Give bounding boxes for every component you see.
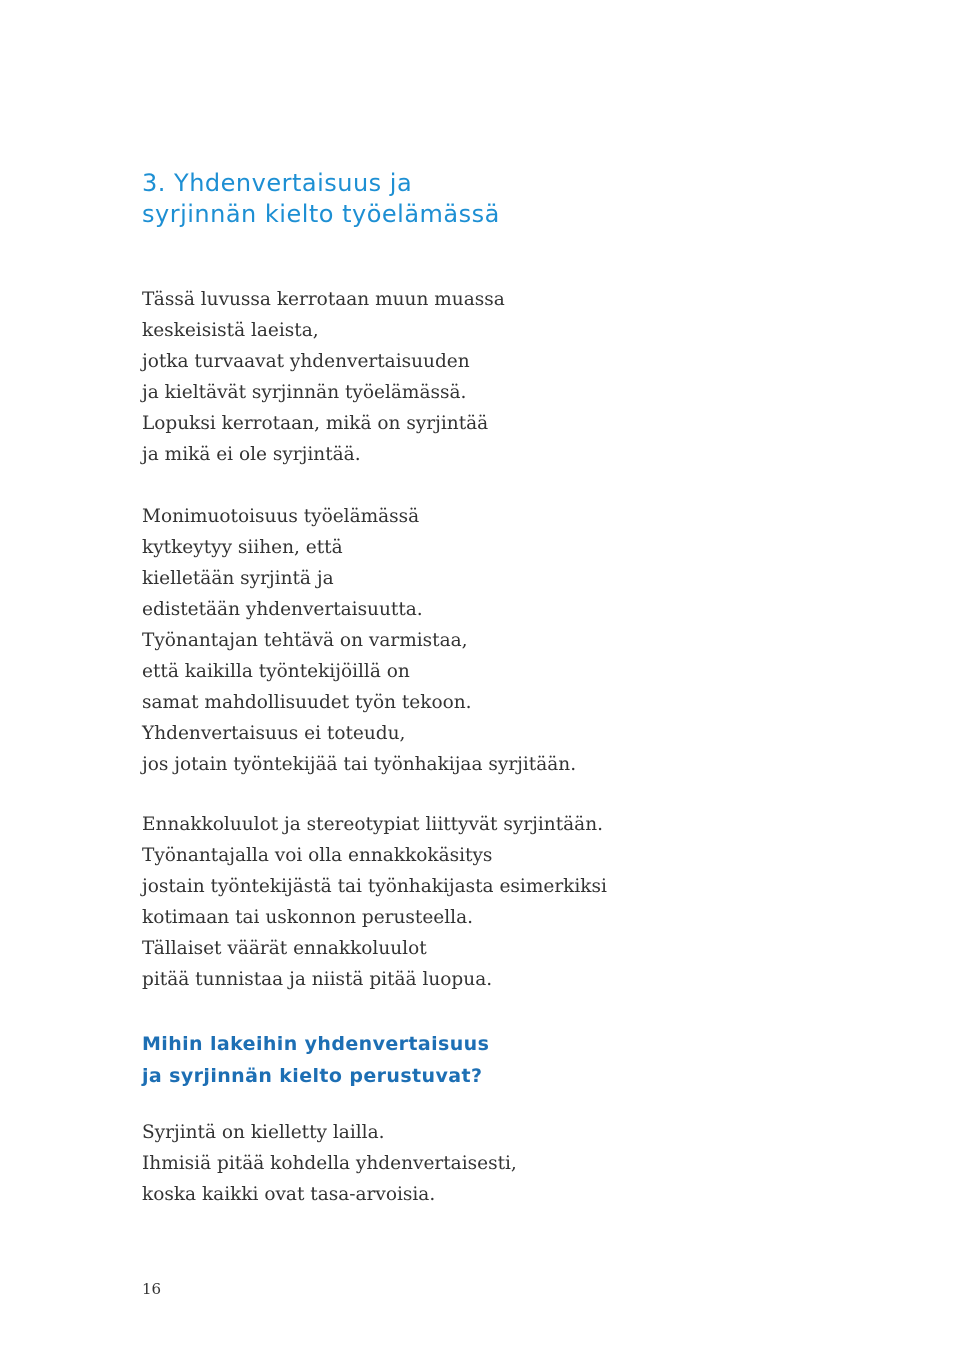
body-paragraph-diversity (142, 501, 842, 780)
text-line: Syrjintä on kielletty lailla. (142, 1122, 385, 1143)
subheading-line: Mihin lakeihin yhdenvertaisuus (142, 1033, 490, 1055)
text-line: koska kaikki ovat tasa-arvoisia. (142, 1184, 436, 1205)
page-number: 16 (142, 1280, 162, 1298)
chapter-title-line: 3. Yhdenvertaisuus ja (142, 169, 413, 197)
text-line: Ennakkoluulot ja stereotypiat liittyvät syrjintään. (142, 814, 603, 835)
text-line: kotimaan tai uskonnon perusteella. (142, 907, 473, 928)
chapter-title-line: syrjinnän kielto työelämässä (142, 200, 500, 228)
text-line: jostain työntekijästä tai työnhakijasta esimerkiksi (142, 876, 607, 897)
text-line: kytkeytyy siihen, että (142, 537, 343, 558)
text-line: pitää tunnistaa ja niistä pitää luopua. (142, 969, 493, 990)
text-line: Lopuksi kerrotaan, mikä on syrjintää (142, 413, 489, 434)
text-line: samat mahdollisuudet työn tekoon. (142, 692, 472, 713)
text-line: Tässä luvussa kerrotaan muun muassa (142, 289, 505, 310)
text-line: Ihmisiä pitää kohdella yhdenvertaisesti, (142, 1153, 517, 1174)
text-line: Tällaiset väärät ennakkoluulot (142, 938, 427, 959)
section-subheading (142, 1028, 842, 1092)
text-line: ja kieltävät syrjinnän työelämässä. (142, 382, 467, 403)
text-line: Yhdenvertaisuus ei toteudu, (142, 723, 406, 744)
text-line: kielletään syrjintä ja (142, 568, 334, 589)
text-line: edistetään yhdenvertaisuutta. (142, 599, 423, 620)
text-line: jotka turvaavat yhdenvertaisuuden (142, 351, 470, 372)
text-line: Monimuotoisuus työelämässä (142, 506, 420, 527)
text-line: ja mikä ei ole syrjintää. (142, 444, 361, 465)
text-line: että kaikilla työntekijöillä on (142, 661, 410, 682)
text-line: keskeisistä laeista, (142, 320, 319, 341)
body-paragraph-prejudice (142, 809, 842, 995)
text-line: Työnantajalla voi olla ennakkokäsitys (142, 845, 493, 866)
intro-paragraph (142, 284, 842, 470)
text-line: jos jotain työntekijää tai työnhakijaa syrjitään. (142, 754, 577, 775)
chapter-title (142, 168, 842, 230)
body-paragraph-law (142, 1117, 842, 1210)
text-line: Työnantajan tehtävä on varmistaa, (142, 630, 468, 651)
subheading-line: ja syrjinnän kielto perustuvat? (142, 1065, 483, 1087)
